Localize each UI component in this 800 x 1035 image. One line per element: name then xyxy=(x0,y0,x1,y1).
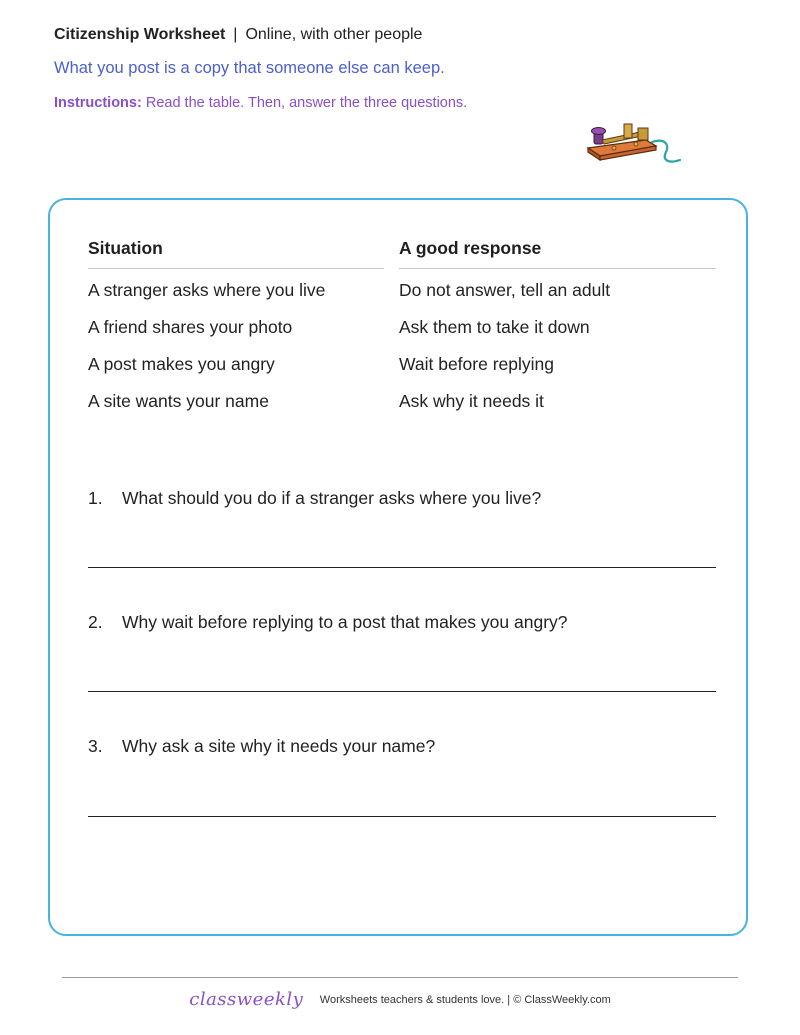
worksheet-title: Citizenship Worksheet xyxy=(54,26,226,43)
question-text: Why wait before replying to a post that makes you angry? xyxy=(122,612,568,632)
worksheet-header xyxy=(54,26,614,111)
worksheet-subtitle: What you post is a copy that someone else can keep. xyxy=(54,59,445,77)
question-number: 3. xyxy=(88,736,103,756)
table-cell: A stranger asks where you live xyxy=(88,280,326,300)
question-1 xyxy=(88,488,716,509)
question-number: 1. xyxy=(88,488,103,508)
response-column xyxy=(399,238,716,420)
column-header-situation: Situation xyxy=(88,238,384,269)
answer-line-3[interactable] xyxy=(88,816,716,817)
answer-line-2[interactable] xyxy=(88,691,716,692)
question-text: What should you do if a stranger asks where you live? xyxy=(122,488,542,508)
column-header-response: A good response xyxy=(399,238,716,269)
table-cell: A post makes you angry xyxy=(88,354,275,374)
footer-tagline: Worksheets teachers & students love. | © ClassWeekly.com xyxy=(319,993,611,1006)
content-card xyxy=(48,198,748,936)
table-cell: Ask why it needs it xyxy=(399,391,544,411)
question-number: 2. xyxy=(88,612,103,632)
question-3 xyxy=(88,736,716,757)
table-cell: A friend shares your photo xyxy=(88,317,293,337)
footer xyxy=(0,989,800,1010)
answer-line-1[interactable] xyxy=(88,567,716,568)
worksheet-topic: Online, with other people xyxy=(245,26,423,43)
instructions-label: Instructions: xyxy=(54,95,142,111)
telegraph-key-icon xyxy=(584,118,684,168)
table-cell: Do not answer, tell an adult xyxy=(399,280,611,300)
question-text: Why ask a site why it needs your name? xyxy=(122,736,436,756)
situation-column xyxy=(88,238,384,420)
instructions xyxy=(54,95,614,111)
footer-divider xyxy=(62,977,738,978)
brand-logo: classweekly xyxy=(189,989,304,1010)
instructions-text: Read the table. Then, answer the three questions. xyxy=(145,95,468,111)
question-2 xyxy=(88,612,716,633)
table-cell: Wait before replying xyxy=(399,354,554,374)
title-line xyxy=(54,26,614,44)
table-cell: A site wants your name xyxy=(88,391,269,411)
title-separator: | xyxy=(233,26,238,43)
table-cell: Ask them to take it down xyxy=(399,317,590,337)
